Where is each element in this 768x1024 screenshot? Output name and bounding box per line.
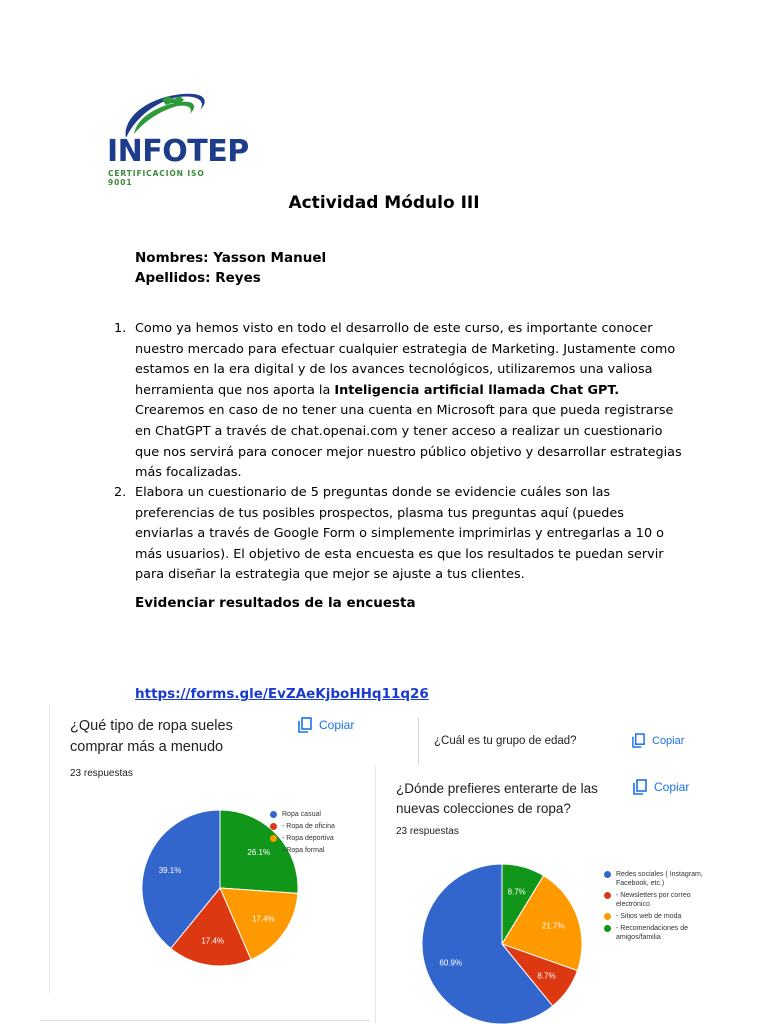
pie-slice-label: 21.7%	[541, 921, 565, 931]
legend-swatch	[604, 892, 611, 899]
copy-icon	[633, 779, 647, 795]
legend-item	[270, 810, 380, 819]
legend-label: - Ropa formal	[282, 847, 325, 854]
survey-card-news-source	[375, 765, 708, 1024]
question-title: ¿Cuál es tu grupo de edad?	[434, 735, 577, 747]
list-item-number: 1.	[114, 321, 127, 336]
item-1-text-start: Como ya hemos visto en todo el desarrollo de este curso, es importante conocer nuestro mercado para efectuar cualquier estrategia de Marketing. Justamente como estamos en la era digital y de los avances tecnológicos, utilizaremos una valiosa herramienta que nos aporta la	[135, 321, 676, 398]
survey-link[interactable]: https://forms.gle/EvZAeKjboHHq11q26	[135, 686, 429, 702]
question-title: ¿Qué tipo de ropa sueles comprar más a menudo	[70, 718, 233, 755]
pie-slice-label: 26.1%	[247, 847, 271, 857]
pie-slice-label: 8.7%	[537, 971, 556, 981]
logo-wordmark: INFOTEP	[107, 134, 249, 169]
student-first-names: Nombres: Yasson Manuel	[135, 250, 327, 266]
legend-label: - Ropa de oficina	[282, 823, 335, 830]
document-title: Actividad Módulo III	[288, 193, 480, 213]
legend-label: - Newsletters por correo electrónico	[616, 892, 691, 908]
divider	[40, 1020, 370, 1021]
legend-label: - Ropa deportiva	[282, 835, 334, 842]
legend-swatch	[270, 823, 277, 830]
list-item-text: Elabora un cuestionario de 5 preguntas donde se evidencie cuáles son las preferencias de tus posibles prospectos, plasma tus preguntas aquí (puedes enviarlas a través de Google Form o simplemente imprimirlas y entregarlas a 10 o más usuarios). El objetivo de esta encuesta es que los resultados te puedan servir para diseñar la estrategia que mejor se ajuste a tus clientes.	[135, 485, 664, 583]
response-count: 23 respuestas	[70, 768, 133, 779]
copy-button[interactable]	[632, 733, 684, 748]
chart-legend	[270, 810, 380, 858]
legend-item	[604, 870, 704, 888]
legend-swatch	[270, 835, 277, 842]
legend-swatch	[604, 925, 611, 932]
survey-card-clothing-type	[49, 704, 383, 994]
legend-item	[604, 912, 704, 921]
student-last-names: Apellidos: Reyes	[135, 270, 261, 286]
pie-slice-label: 17.4%	[251, 914, 275, 924]
legend-label: - Recomendaciones de amigos/familia	[616, 925, 688, 941]
pie-slice-label: 60.9%	[439, 958, 463, 968]
survey-card-age-group	[418, 718, 709, 768]
pie-slice-label: 8.7%	[507, 887, 526, 897]
legend-label: Ropa casual	[282, 811, 321, 818]
legend-swatch	[270, 811, 277, 818]
item-1-bold-text: Inteligencia artificial llamada Chat GPT.	[334, 382, 620, 398]
list-item-number: 2.	[114, 485, 127, 500]
logo-emblem-icon	[104, 90, 229, 140]
list-item-2	[114, 483, 684, 586]
legend-item	[604, 891, 704, 909]
evidence-heading: Evidenciar resultados de la encuesta	[135, 595, 416, 611]
copy-button-label: Copiar	[652, 735, 685, 747]
student-info	[135, 248, 326, 288]
infotep-logo	[104, 90, 249, 187]
list-item-1	[114, 319, 684, 484]
pie-slice-label: 39.1%	[158, 866, 182, 876]
copy-button-label: Copiar	[319, 718, 355, 732]
copy-button[interactable]	[633, 779, 689, 795]
copy-icon	[298, 717, 312, 733]
legend-swatch	[604, 871, 611, 878]
legend-label: Redes sociales ( Instagram, Facebook, etc.)	[616, 871, 703, 887]
copy-button-label: Copiar	[654, 780, 690, 794]
legend-item	[270, 822, 380, 831]
response-count: 23 respuestas	[396, 826, 459, 837]
legend-item	[270, 846, 380, 855]
copy-icon	[632, 733, 645, 748]
legend-item	[270, 834, 380, 843]
question-title: ¿Dónde prefieres enterarte de las nuevas colecciones de ropa?	[396, 781, 598, 816]
item-1-text-end: Crearemos en caso de no tener una cuenta en Microsoft para que pueda registrarse en ChatGPT a través de chat.openai.com y tener acceso a realizar un cuestionario que nos servirá para conocer mejor nuestro público objetivo y desarrollar estrategias más focalizadas.	[135, 403, 682, 481]
list-item-text	[135, 319, 684, 484]
logo-subtitle: CERTIFICACIÓN ISO 9001	[108, 169, 205, 187]
legend-item	[604, 924, 704, 942]
chart-legend	[604, 870, 704, 945]
copy-button[interactable]	[298, 717, 354, 733]
pie-slice-label: 17.4%	[201, 936, 225, 946]
legend-swatch	[270, 847, 277, 854]
legend-label: - Sitios web de moda	[616, 913, 682, 920]
legend-swatch	[604, 913, 611, 920]
